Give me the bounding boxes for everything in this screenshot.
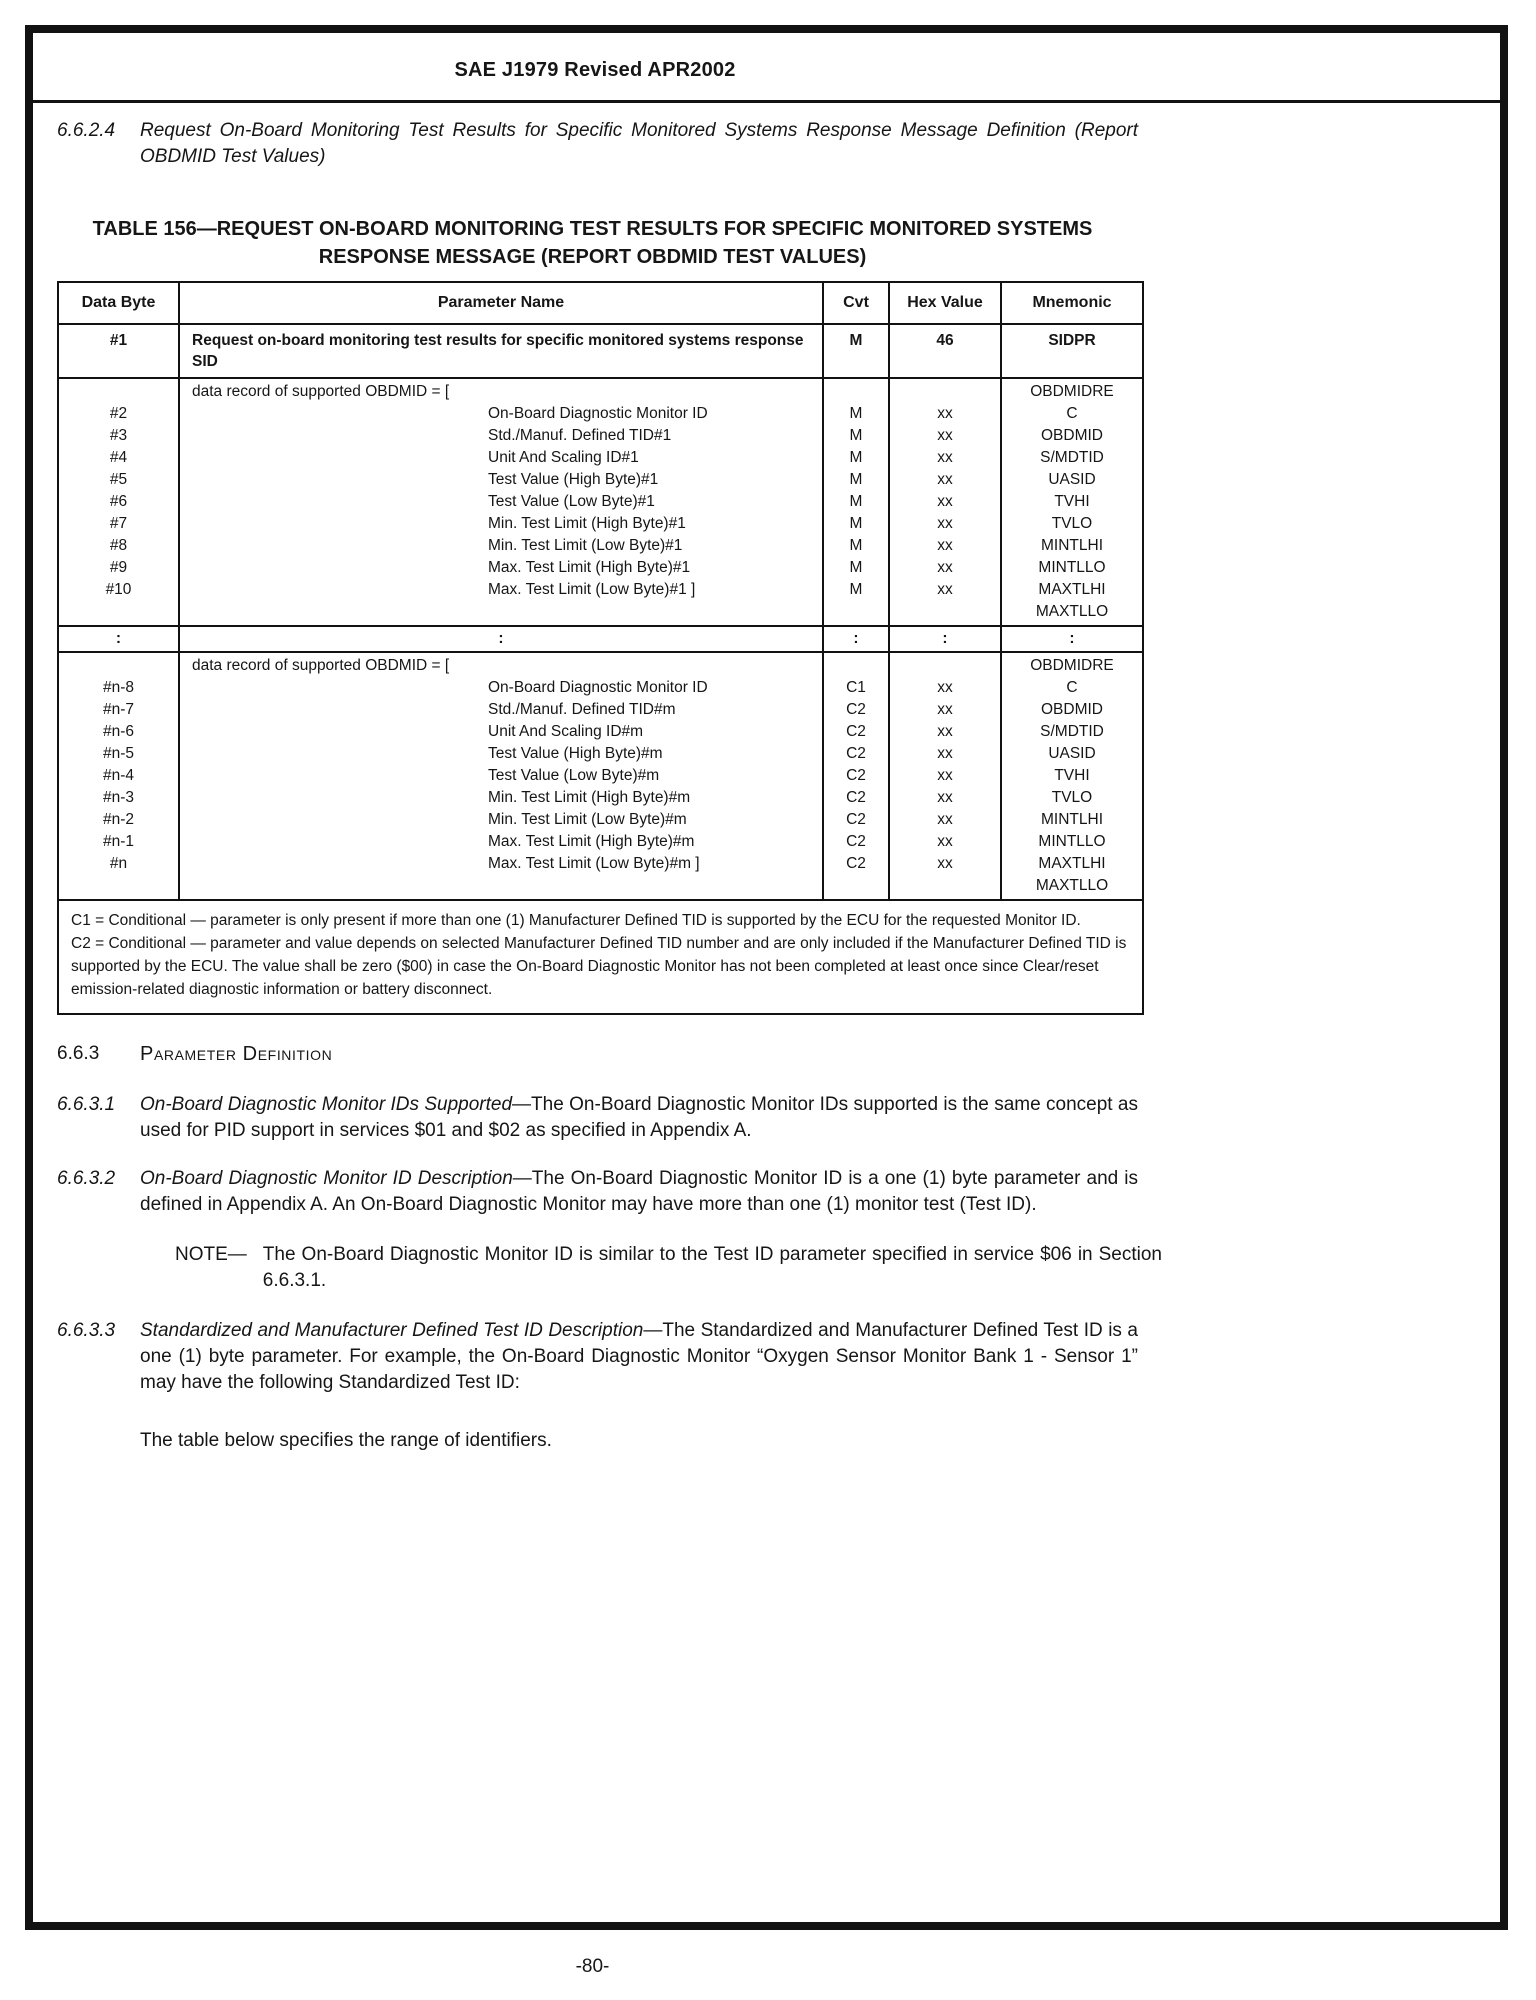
record-label: data record of supported OBDMID = [ <box>192 657 450 674</box>
cvt-cell: C2 <box>846 833 866 850</box>
column-header-data-byte: Data Byte <box>59 283 180 323</box>
table-156 <box>57 281 1144 1015</box>
col-cvt <box>824 653 890 899</box>
note-label: NOTE— <box>175 1244 247 1265</box>
spacer-line <box>180 601 822 623</box>
cvt-cell: C2 <box>846 811 866 828</box>
spacer-line <box>890 655 1000 677</box>
hex-value-cell: xx <box>937 723 953 740</box>
hex-value-cell: xx <box>937 745 953 762</box>
section-number: 6.6.3.3 <box>57 1320 116 1341</box>
cvt-cell: M <box>849 559 863 576</box>
parameter-name-cell: Test Value (Low Byte)#m <box>488 767 660 784</box>
parameter-name-cell: Max. Test Limit (High Byte)#m <box>488 833 695 850</box>
data-byte-cell: #n-6 <box>102 723 135 740</box>
table-header-row <box>59 283 1142 325</box>
mnemonic-cell: MINTLLO <box>1038 559 1106 576</box>
hex-value-cell: xx <box>937 833 953 850</box>
cvt-cell: M <box>849 471 863 488</box>
closing-line: The table below specifies the range of identifiers. <box>140 1430 552 1451</box>
table-row-sid <box>59 325 1142 379</box>
parameter-name-cell: Min. Test Limit (Low Byte)#1 <box>488 537 683 554</box>
hex-value-cell: xx <box>937 449 953 466</box>
data-byte-cell: #n-7 <box>102 701 135 718</box>
mnemonic-cell: MINTLLO <box>1038 833 1106 850</box>
spacer-line <box>890 601 1000 623</box>
mnemonic-cell: OBDMIDRE <box>1030 657 1114 674</box>
section-number: 6.6.3 <box>57 1043 100 1064</box>
parameter-name-cell: Unit And Scaling ID#1 <box>488 449 639 466</box>
data-byte-cell: #5 <box>109 471 128 488</box>
mnemonic-cell: OBDMID <box>1041 427 1103 444</box>
section-6-6-3-1 <box>57 1092 1138 1144</box>
table-footnotes <box>59 901 1142 1013</box>
cvt-cell: C2 <box>846 701 866 718</box>
col-hex-value <box>890 379 1002 625</box>
parameter-name-cell: On-Board Diagnostic Monitor ID <box>488 405 708 422</box>
mnemonic-cell: C <box>1066 679 1078 696</box>
hex-value-cell: xx <box>937 405 953 422</box>
parameter-name-cell: Min. Test Limit (High Byte)#1 <box>488 515 686 532</box>
data-byte-cell: #n-3 <box>102 789 135 806</box>
data-byte-cell: #8 <box>109 537 128 554</box>
cvt-cell: M <box>849 493 863 510</box>
col-data-byte <box>59 653 180 899</box>
document-header-title: SAE J1979 Revised APR2002 <box>454 59 736 81</box>
column-header-parameter-name: Parameter Name <box>180 283 824 323</box>
spacer-line <box>824 655 888 677</box>
hex-value-cell: xx <box>937 515 953 532</box>
cvt-cell: M <box>849 515 863 532</box>
cvt-cell: C2 <box>846 723 866 740</box>
col-mnemonic <box>1002 379 1142 625</box>
spacer-line <box>890 875 1000 897</box>
section-6-6-3-2 <box>57 1166 1138 1218</box>
parameter-name-cell: Test Value (Low Byte)#1 <box>488 493 655 510</box>
table-156-title: TABLE 156—REQUEST ON-BOARD MONITORING TEST RESULTS FOR SPECIFIC MONITORED SYSTEMS RESPONSE MESSAGE (REPORT OBDMID TEST VALUES) <box>92 218 1093 268</box>
data-byte-cell: #10 <box>105 581 132 598</box>
footnote-c1: C1 = Conditional — parameter is only present if more than one (1) Manufacturer Defined TID is supported by the ECU for the requested Monitor ID. <box>71 912 1081 929</box>
section-heading: Parameter Definition <box>140 1043 333 1065</box>
hex-value-cell: xx <box>937 789 953 806</box>
hex-value-cell: xx <box>937 855 953 872</box>
section-body: —The Standardized and Manufacturer Defined Test ID is a one (1) byte parameter. For example, the On-Board Diagnostic Monitor “Oxygen Sensor Monitor Bank 1 - Sensor 1” may have the following Standardized Test ID: <box>140 1320 1139 1393</box>
mnemonic-cell: MAXTLLO <box>1035 603 1109 620</box>
hex-value-cell: xx <box>937 559 953 576</box>
parameter-name-cell: Max. Test Limit (Low Byte)#1 ] <box>488 581 696 598</box>
table-record-block-1 <box>59 379 1142 627</box>
mnemonic-cell: S/MDTID <box>1040 449 1104 466</box>
parameter-name-cell: Test Value (High Byte)#1 <box>488 471 659 488</box>
parameter-name-cell: Request on-board monitoring test results for specific monitored systems response SID <box>180 325 824 377</box>
section-heading: On-Board Diagnostic Monitor ID Description <box>140 1168 513 1189</box>
data-byte-cell: #7 <box>109 515 128 532</box>
hex-value-cell: xx <box>937 767 953 784</box>
mnemonic-cell: TVHI <box>1054 767 1090 784</box>
cvt-cell: M <box>849 427 863 444</box>
data-byte-cell: #1 <box>59 325 180 377</box>
parameter-name-cell: Test Value (High Byte)#m <box>488 745 663 762</box>
spacer-line <box>59 655 178 677</box>
data-byte-cell: #n-4 <box>102 767 135 784</box>
record-label: data record of supported OBDMID = [ <box>192 383 450 400</box>
mnemonic-cell: TVLO <box>1051 789 1093 806</box>
mnemonic-cell: MAXTLLO <box>1035 877 1109 894</box>
section-body: —The On-Board Diagnostic Monitor IDs supported is the same concept as used for PID support in services $01 and $02 as specified in Appendix A. <box>140 1094 1138 1141</box>
cvt-cell: M <box>849 405 863 422</box>
cvt-cell: C2 <box>846 855 866 872</box>
col-parameter-name <box>180 379 824 625</box>
footnote-c2: C2 = Conditional — parameter and value depends on selected Manufacturer Defined TID number and are only included if the Manufacturer Defined TID is supported by the ECU. The value shall be zero ($00) in case the On-Board Diagnostic Monitor has not been completed at least once since Clear/reset emission-related diagnostic information or battery disconnect. <box>71 935 1127 998</box>
continuation-mark: : <box>59 627 180 651</box>
hex-value-cell: xx <box>937 701 953 718</box>
spacer-line <box>824 381 888 403</box>
data-byte-cell: #3 <box>109 427 128 444</box>
mnemonic-cell: MAXTLHI <box>1038 581 1106 598</box>
spacer-line <box>890 381 1000 403</box>
parameter-name-cell: Min. Test Limit (Low Byte)#m <box>488 811 687 828</box>
data-byte-cell: #9 <box>109 559 128 576</box>
mnemonic-cell: OBDMIDRE <box>1030 383 1114 400</box>
section-heading: Request On-Board Monitoring Test Results for Specific Monitored Systems Response Message Definition (Report OBDMID Test Values) <box>140 120 1138 167</box>
col-hex-value <box>890 653 1002 899</box>
parameter-name-cell: Min. Test Limit (High Byte)#m <box>488 789 691 806</box>
data-byte-cell: #n-8 <box>102 679 135 696</box>
parameter-name-cell: Unit And Scaling ID#m <box>488 723 644 740</box>
continuation-mark: : <box>890 627 1002 651</box>
mnemonic-cell: UASID <box>1048 471 1096 488</box>
continuation-mark: : <box>824 627 890 651</box>
mnemonic-cell: OBDMID <box>1041 701 1103 718</box>
section-6-6-3 <box>57 1041 1138 1068</box>
page-border-frame <box>25 25 1508 1930</box>
hex-value-cell: xx <box>937 427 953 444</box>
spacer-line <box>59 875 178 897</box>
parameter-name-cell: Std./Manuf. Defined TID#1 <box>488 427 672 444</box>
cvt-cell: C1 <box>846 679 866 696</box>
spacer-line <box>824 601 888 623</box>
cvt-cell: C2 <box>846 789 866 806</box>
section-6-6-2-4 <box>57 118 1138 170</box>
cvt-cell: M <box>824 325 890 377</box>
section-number: 6.6.2.4 <box>57 120 116 141</box>
section-number: 6.6.3.2 <box>57 1168 116 1189</box>
spacer-line <box>59 381 178 403</box>
hex-value-cell: xx <box>937 581 953 598</box>
col-parameter-name <box>180 653 824 899</box>
section-body: —The On-Board Diagnostic Monitor ID is a one (1) byte parameter and is defined in Appendix A. An On-Board Diagnostic Monitor may have more than one (1) monitor test (Test ID). <box>140 1168 1138 1215</box>
hex-value-cell: xx <box>937 471 953 488</box>
cvt-cell: C2 <box>846 767 866 784</box>
data-byte-cell: #n-1 <box>102 833 135 850</box>
note-block <box>175 1242 1162 1294</box>
hex-value-cell: xx <box>937 679 953 696</box>
parameter-name-cell: Max. Test Limit (Low Byte)#m ] <box>488 855 700 872</box>
hex-value-cell: 46 <box>890 325 1002 377</box>
data-byte-cell: #n-5 <box>102 745 135 762</box>
section-6-6-3-3 <box>57 1318 1138 1396</box>
table-continuation-row <box>59 627 1142 653</box>
data-byte-cell: #n <box>109 855 128 872</box>
cvt-cell: C2 <box>846 745 866 762</box>
note-body: The On-Board Diagnostic Monitor ID is similar to the Test ID parameter specified in service $06 in Section 6.6.3.1. <box>262 1244 1162 1291</box>
continuation-mark: : <box>180 627 824 651</box>
spacer-line <box>59 601 178 623</box>
mnemonic-cell: MAXTLHI <box>1038 855 1106 872</box>
spacer-line <box>824 875 888 897</box>
column-header-hex-value: Hex Value <box>890 283 1002 323</box>
mnemonic-cell: MINTLHI <box>1041 811 1103 828</box>
section-number: 6.6.3.1 <box>57 1094 116 1115</box>
cvt-cell: M <box>849 581 863 598</box>
cvt-cell: M <box>849 537 863 554</box>
data-byte-cell: #2 <box>109 405 128 422</box>
mnemonic-cell: MINTLHI <box>1041 537 1103 554</box>
data-byte-cell: #6 <box>109 493 128 510</box>
data-byte-cell: #4 <box>109 449 128 466</box>
section-heading: Standardized and Manufacturer Defined Test ID Description <box>140 1320 644 1341</box>
spacer-line <box>180 875 822 897</box>
mnemonic-cell: TVHI <box>1054 493 1090 510</box>
column-header-mnemonic: Mnemonic <box>1032 294 1112 311</box>
hex-value-cell: xx <box>937 493 953 510</box>
mnemonic-cell: SIDPR <box>1048 332 1096 349</box>
col-data-byte <box>59 379 180 625</box>
mnemonic-cell: TVLO <box>1051 515 1093 532</box>
page-content <box>33 103 1162 1454</box>
column-header-cvt: Cvt <box>824 283 890 323</box>
hex-value-cell: xx <box>937 537 953 554</box>
hex-value-cell: xx <box>937 811 953 828</box>
mnemonic-cell: S/MDTID <box>1040 723 1104 740</box>
section-heading: On-Board Diagnostic Monitor IDs Supported <box>140 1094 513 1115</box>
page-number: -80- <box>575 1956 610 1977</box>
col-cvt <box>824 379 890 625</box>
parameter-name-cell: Max. Test Limit (High Byte)#1 <box>488 559 691 576</box>
mnemonic-cell: UASID <box>1048 745 1096 762</box>
cvt-cell: M <box>849 449 863 466</box>
parameter-name-cell: On-Board Diagnostic Monitor ID <box>488 679 708 696</box>
parameter-name-cell: Std./Manuf. Defined TID#m <box>488 701 676 718</box>
col-mnemonic <box>1002 653 1142 899</box>
table-record-block-2 <box>59 653 1142 901</box>
data-byte-cell: #n-2 <box>102 811 135 828</box>
continuation-mark: : <box>1069 630 1075 647</box>
mnemonic-cell: C <box>1066 405 1078 422</box>
